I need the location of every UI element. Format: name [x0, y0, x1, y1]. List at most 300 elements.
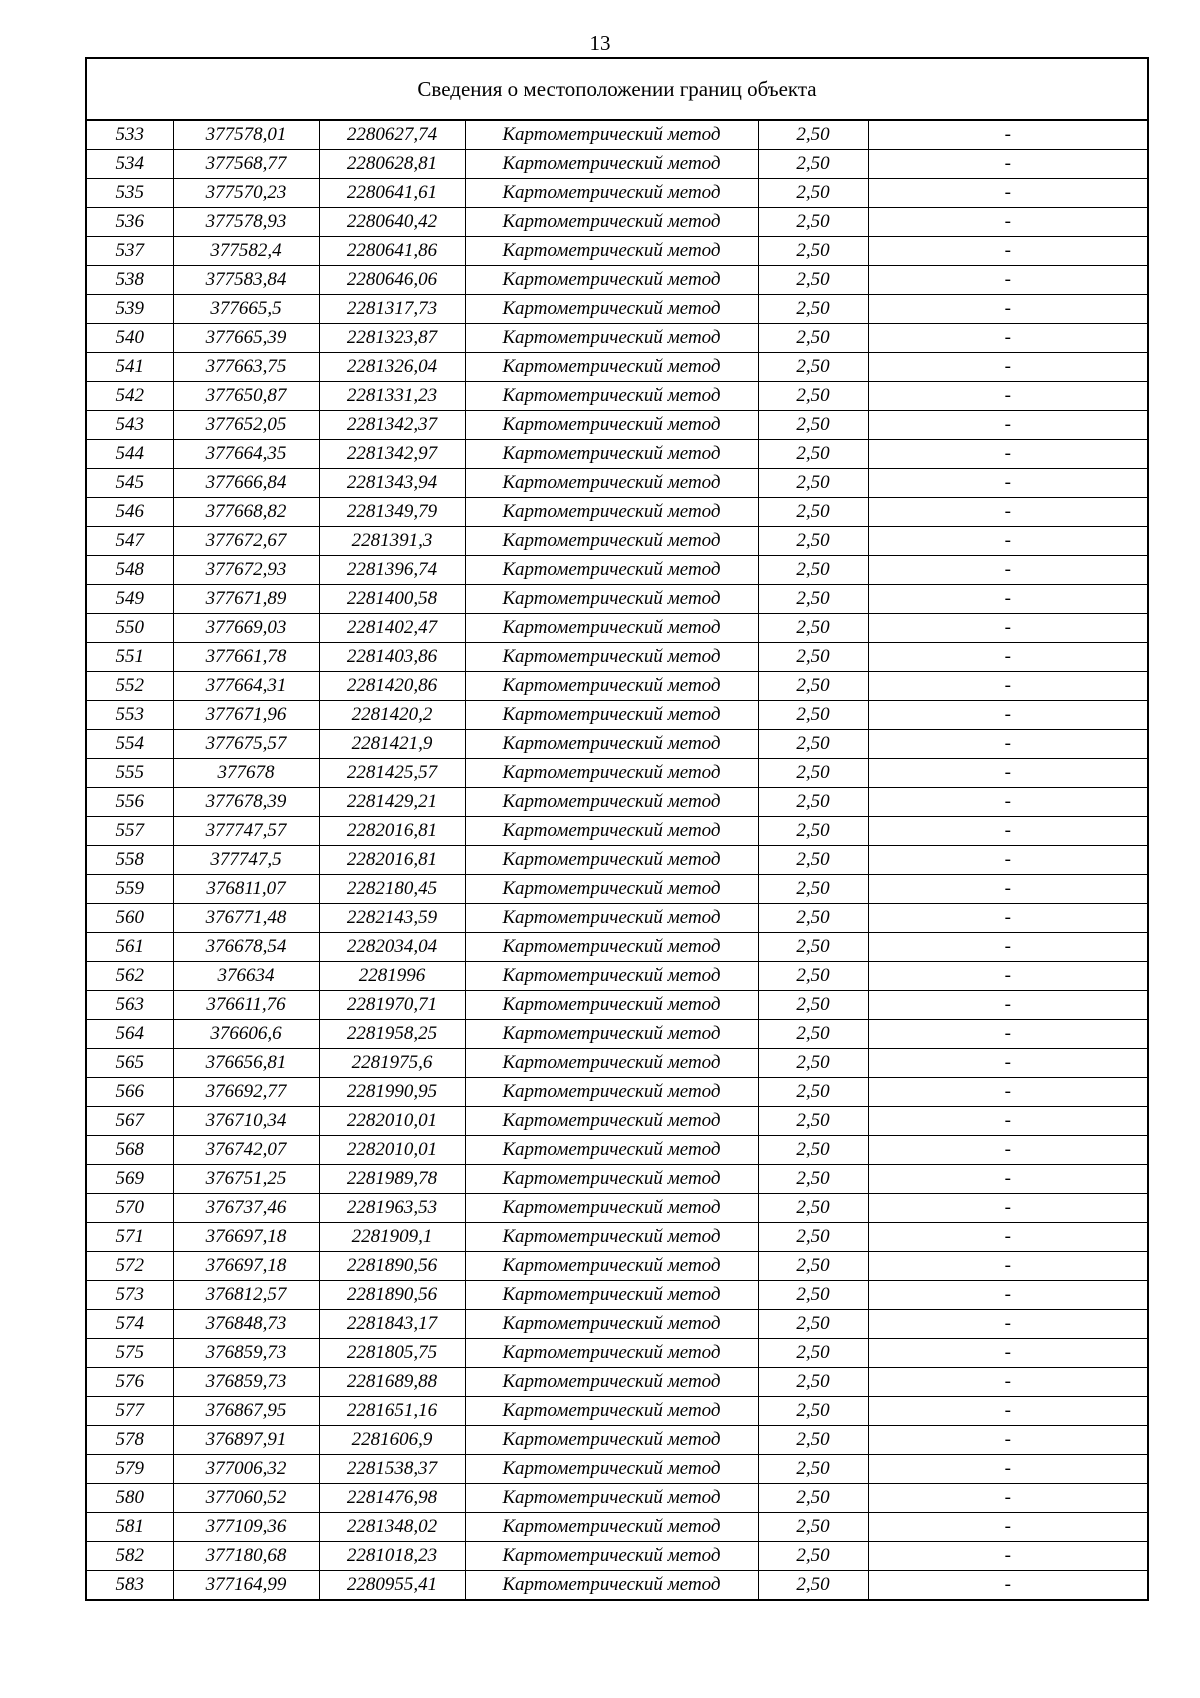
- cell-method: Картометрический метод: [465, 150, 758, 179]
- cell-accuracy: 2,50: [758, 1368, 868, 1397]
- table-row: [86, 904, 1148, 933]
- cell-point-number: 542: [86, 382, 173, 411]
- cell-point-number: 543: [86, 411, 173, 440]
- cell-coordinate-x: 376751,25: [173, 1165, 319, 1194]
- table-row: [86, 730, 1148, 759]
- cell-coordinate-x: 377669,03: [173, 614, 319, 643]
- cell-method: Картометрический метод: [465, 1252, 758, 1281]
- table-row: [86, 759, 1148, 788]
- table-row: [86, 1078, 1148, 1107]
- cell-coordinate-y: 2281538,37: [319, 1455, 465, 1484]
- table-row: [86, 643, 1148, 672]
- cell-method: Картометрический метод: [465, 1165, 758, 1194]
- cell-coordinate-y: 2281843,17: [319, 1310, 465, 1339]
- cell-coordinate-y: 2280646,06: [319, 266, 465, 295]
- cell-method: Картометрический метод: [465, 1223, 758, 1252]
- cell-point-number: 575: [86, 1339, 173, 1368]
- cell-coordinate-y: 2281331,23: [319, 382, 465, 411]
- cell-coordinate-x: 376771,48: [173, 904, 319, 933]
- cell-accuracy: 2,50: [758, 527, 868, 556]
- cell-coordinate-y: 2281421,9: [319, 730, 465, 759]
- cell-coordinate-x: 377582,4: [173, 237, 319, 266]
- cell-coordinate-y: 2281326,04: [319, 353, 465, 382]
- cell-coordinate-x: 377661,78: [173, 643, 319, 672]
- cell-coordinate-y: 2281963,53: [319, 1194, 465, 1223]
- cell-accuracy: 2,50: [758, 730, 868, 759]
- table-body: [86, 120, 1148, 1600]
- cell-accuracy: 2,50: [758, 701, 868, 730]
- cell-note: -: [868, 498, 1148, 527]
- cell-note: -: [868, 1165, 1148, 1194]
- cell-method: Картометрический метод: [465, 1484, 758, 1513]
- cell-point-number: 556: [86, 788, 173, 817]
- cell-coordinate-x: 377668,82: [173, 498, 319, 527]
- cell-note: -: [868, 933, 1148, 962]
- cell-coordinate-y: 2281429,21: [319, 788, 465, 817]
- cell-note: -: [868, 1223, 1148, 1252]
- cell-coordinate-y: 2282016,81: [319, 846, 465, 875]
- cell-note: -: [868, 295, 1148, 324]
- cell-point-number: 553: [86, 701, 173, 730]
- cell-method: Картометрический метод: [465, 875, 758, 904]
- table-row: [86, 120, 1148, 150]
- table-row: [86, 962, 1148, 991]
- cell-method: Картометрический метод: [465, 933, 758, 962]
- table-row: [86, 1455, 1148, 1484]
- cell-point-number: 573: [86, 1281, 173, 1310]
- cell-note: -: [868, 1020, 1148, 1049]
- cell-coordinate-x: 377164,99: [173, 1571, 319, 1601]
- cell-coordinate-x: 376742,07: [173, 1136, 319, 1165]
- table-row: [86, 498, 1148, 527]
- cell-coordinate-y: 2280628,81: [319, 150, 465, 179]
- cell-method: Картометрический метод: [465, 962, 758, 991]
- cell-coordinate-x: 377663,75: [173, 353, 319, 382]
- cell-method: Картометрический метод: [465, 1426, 758, 1455]
- cell-coordinate-x: 376656,81: [173, 1049, 319, 1078]
- cell-accuracy: 2,50: [758, 904, 868, 933]
- table-row: [86, 817, 1148, 846]
- cell-accuracy: 2,50: [758, 1455, 868, 1484]
- cell-point-number: 557: [86, 817, 173, 846]
- cell-coordinate-y: 2281403,86: [319, 643, 465, 672]
- cell-point-number: 554: [86, 730, 173, 759]
- cell-coordinate-x: 376859,73: [173, 1339, 319, 1368]
- boundary-table-wrapper: [85, 57, 1147, 1601]
- cell-note: -: [868, 1513, 1148, 1542]
- cell-point-number: 578: [86, 1426, 173, 1455]
- cell-accuracy: 2,50: [758, 817, 868, 846]
- cell-coordinate-x: 376897,91: [173, 1426, 319, 1455]
- cell-coordinate-y: 2281425,57: [319, 759, 465, 788]
- table-caption: Сведения о местоположении границ объекта: [86, 58, 1148, 120]
- cell-coordinate-x: 376867,95: [173, 1397, 319, 1426]
- cell-accuracy: 2,50: [758, 875, 868, 904]
- cell-accuracy: 2,50: [758, 1571, 868, 1601]
- cell-point-number: 569: [86, 1165, 173, 1194]
- cell-note: -: [868, 817, 1148, 846]
- cell-coordinate-x: 376634: [173, 962, 319, 991]
- table-row: [86, 469, 1148, 498]
- table-row: [86, 1397, 1148, 1426]
- cell-note: -: [868, 962, 1148, 991]
- table-row: [86, 1223, 1148, 1252]
- cell-coordinate-x: 377652,05: [173, 411, 319, 440]
- table-row: [86, 1484, 1148, 1513]
- cell-note: -: [868, 1397, 1148, 1426]
- cell-coordinate-y: 2282010,01: [319, 1136, 465, 1165]
- cell-accuracy: 2,50: [758, 498, 868, 527]
- cell-method: Картометрический метод: [465, 759, 758, 788]
- cell-note: -: [868, 469, 1148, 498]
- table-row: [86, 1513, 1148, 1542]
- cell-point-number: 533: [86, 120, 173, 150]
- cell-accuracy: 2,50: [758, 846, 868, 875]
- cell-accuracy: 2,50: [758, 1310, 868, 1339]
- table-row: [86, 527, 1148, 556]
- cell-accuracy: 2,50: [758, 353, 868, 382]
- cell-accuracy: 2,50: [758, 1165, 868, 1194]
- cell-point-number: 583: [86, 1571, 173, 1601]
- cell-method: Картометрический метод: [465, 295, 758, 324]
- cell-coordinate-y: 2280640,42: [319, 208, 465, 237]
- cell-method: Картометрический метод: [465, 1339, 758, 1368]
- cell-note: -: [868, 150, 1148, 179]
- cell-coordinate-y: 2281402,47: [319, 614, 465, 643]
- cell-point-number: 567: [86, 1107, 173, 1136]
- cell-note: -: [868, 1194, 1148, 1223]
- cell-note: -: [868, 1339, 1148, 1368]
- cell-method: Картометрический метод: [465, 1078, 758, 1107]
- cell-point-number: 571: [86, 1223, 173, 1252]
- table-row: [86, 846, 1148, 875]
- cell-method: Картометрический метод: [465, 1194, 758, 1223]
- cell-method: Картометрический метод: [465, 672, 758, 701]
- cell-method: Картометрический метод: [465, 353, 758, 382]
- cell-accuracy: 2,50: [758, 469, 868, 498]
- cell-coordinate-y: 2281970,71: [319, 991, 465, 1020]
- cell-note: -: [868, 266, 1148, 295]
- table-row: [86, 440, 1148, 469]
- cell-accuracy: 2,50: [758, 1252, 868, 1281]
- cell-point-number: 581: [86, 1513, 173, 1542]
- cell-method: Картометрический метод: [465, 643, 758, 672]
- cell-note: -: [868, 527, 1148, 556]
- cell-method: Картометрический метод: [465, 266, 758, 295]
- table-row: [86, 179, 1148, 208]
- table-row: [86, 353, 1148, 382]
- cell-coordinate-y: 2282016,81: [319, 817, 465, 846]
- cell-coordinate-y: 2281348,02: [319, 1513, 465, 1542]
- cell-point-number: 580: [86, 1484, 173, 1513]
- cell-coordinate-x: 376859,73: [173, 1368, 319, 1397]
- cell-coordinate-x: 376737,46: [173, 1194, 319, 1223]
- cell-coordinate-y: 2281342,97: [319, 440, 465, 469]
- cell-method: Картометрический метод: [465, 817, 758, 846]
- cell-coordinate-x: 377671,96: [173, 701, 319, 730]
- cell-accuracy: 2,50: [758, 672, 868, 701]
- cell-coordinate-y: 2281990,95: [319, 1078, 465, 1107]
- table-row: [86, 411, 1148, 440]
- cell-accuracy: 2,50: [758, 1339, 868, 1368]
- cell-coordinate-x: 377675,57: [173, 730, 319, 759]
- cell-note: -: [868, 991, 1148, 1020]
- cell-note: -: [868, 904, 1148, 933]
- cell-coordinate-x: 376812,57: [173, 1281, 319, 1310]
- cell-note: -: [868, 237, 1148, 266]
- cell-point-number: 538: [86, 266, 173, 295]
- cell-coordinate-y: 2281349,79: [319, 498, 465, 527]
- table-row: [86, 701, 1148, 730]
- cell-coordinate-y: 2281606,9: [319, 1426, 465, 1455]
- cell-coordinate-y: 2281342,37: [319, 411, 465, 440]
- cell-coordinate-x: 377109,36: [173, 1513, 319, 1542]
- table-row: [86, 933, 1148, 962]
- cell-accuracy: 2,50: [758, 1426, 868, 1455]
- cell-coordinate-x: 376606,6: [173, 1020, 319, 1049]
- cell-note: -: [868, 1455, 1148, 1484]
- cell-accuracy: 2,50: [758, 1223, 868, 1252]
- cell-point-number: 568: [86, 1136, 173, 1165]
- cell-note: -: [868, 353, 1148, 382]
- cell-note: -: [868, 1368, 1148, 1397]
- cell-coordinate-y: 2281317,73: [319, 295, 465, 324]
- cell-coordinate-y: 2280641,61: [319, 179, 465, 208]
- cell-coordinate-x: 376697,18: [173, 1252, 319, 1281]
- table-row: [86, 237, 1148, 266]
- cell-coordinate-x: 377180,68: [173, 1542, 319, 1571]
- cell-method: Картометрический метод: [465, 527, 758, 556]
- cell-accuracy: 2,50: [758, 208, 868, 237]
- cell-accuracy: 2,50: [758, 382, 868, 411]
- cell-coordinate-x: 376611,76: [173, 991, 319, 1020]
- cell-coordinate-x: 377747,57: [173, 817, 319, 846]
- cell-point-number: 564: [86, 1020, 173, 1049]
- cell-coordinate-x: 377583,84: [173, 266, 319, 295]
- cell-method: Картометрический метод: [465, 904, 758, 933]
- cell-method: Картометрический метод: [465, 1020, 758, 1049]
- cell-accuracy: 2,50: [758, 1194, 868, 1223]
- cell-coordinate-y: 2281420,2: [319, 701, 465, 730]
- table-row: [86, 1368, 1148, 1397]
- cell-accuracy: 2,50: [758, 643, 868, 672]
- cell-note: -: [868, 614, 1148, 643]
- cell-note: -: [868, 875, 1148, 904]
- cell-point-number: 566: [86, 1078, 173, 1107]
- cell-note: -: [868, 1426, 1148, 1455]
- cell-point-number: 558: [86, 846, 173, 875]
- cell-coordinate-x: 376697,18: [173, 1223, 319, 1252]
- cell-note: -: [868, 556, 1148, 585]
- cell-coordinate-y: 2282010,01: [319, 1107, 465, 1136]
- cell-note: -: [868, 788, 1148, 817]
- cell-point-number: 561: [86, 933, 173, 962]
- cell-method: Картометрический метод: [465, 237, 758, 266]
- cell-method: Картометрический метод: [465, 1542, 758, 1571]
- table-row: [86, 1165, 1148, 1194]
- cell-point-number: 579: [86, 1455, 173, 1484]
- cell-accuracy: 2,50: [758, 440, 868, 469]
- cell-point-number: 548: [86, 556, 173, 585]
- cell-accuracy: 2,50: [758, 1281, 868, 1310]
- cell-coordinate-x: 376692,77: [173, 1078, 319, 1107]
- cell-note: -: [868, 1078, 1148, 1107]
- cell-coordinate-x: 377578,01: [173, 120, 319, 150]
- cell-accuracy: 2,50: [758, 556, 868, 585]
- cell-method: Картометрический метод: [465, 324, 758, 353]
- cell-accuracy: 2,50: [758, 759, 868, 788]
- cell-coordinate-x: 376811,07: [173, 875, 319, 904]
- table-row: [86, 1339, 1148, 1368]
- cell-method: Картометрический метод: [465, 1571, 758, 1601]
- cell-accuracy: 2,50: [758, 962, 868, 991]
- cell-method: Картометрический метод: [465, 1455, 758, 1484]
- cell-point-number: 540: [86, 324, 173, 353]
- cell-method: Картометрический метод: [465, 1397, 758, 1426]
- cell-coordinate-y: 2282143,59: [319, 904, 465, 933]
- page-number: 13: [589, 31, 611, 55]
- cell-coordinate-x: 377678,39: [173, 788, 319, 817]
- cell-note: -: [868, 730, 1148, 759]
- cell-note: -: [868, 324, 1148, 353]
- cell-coordinate-y: 2281996: [319, 962, 465, 991]
- cell-coordinate-y: 2281805,75: [319, 1339, 465, 1368]
- cell-method: Картометрический метод: [465, 846, 758, 875]
- table-row: [86, 875, 1148, 904]
- cell-coordinate-y: 2281476,98: [319, 1484, 465, 1513]
- cell-point-number: 547: [86, 527, 173, 556]
- cell-method: Картометрический метод: [465, 179, 758, 208]
- table-row: [86, 1194, 1148, 1223]
- cell-coordinate-y: 2282034,04: [319, 933, 465, 962]
- cell-method: Картометрический метод: [465, 1281, 758, 1310]
- table-row: [86, 1542, 1148, 1571]
- cell-accuracy: 2,50: [758, 1513, 868, 1542]
- cell-point-number: 545: [86, 469, 173, 498]
- cell-coordinate-x: 377568,77: [173, 150, 319, 179]
- cell-note: -: [868, 1484, 1148, 1513]
- cell-note: -: [868, 440, 1148, 469]
- cell-note: -: [868, 1136, 1148, 1165]
- cell-coordinate-y: 2280641,86: [319, 237, 465, 266]
- table-row: [86, 1426, 1148, 1455]
- cell-point-number: 576: [86, 1368, 173, 1397]
- cell-method: Картометрический метод: [465, 469, 758, 498]
- cell-coordinate-y: 2281909,1: [319, 1223, 465, 1252]
- cell-note: -: [868, 179, 1148, 208]
- cell-note: -: [868, 1049, 1148, 1078]
- table-row: [86, 1252, 1148, 1281]
- table-row: [86, 295, 1148, 324]
- cell-point-number: 550: [86, 614, 173, 643]
- cell-method: Картометрический метод: [465, 208, 758, 237]
- cell-coordinate-y: 2281323,87: [319, 324, 465, 353]
- cell-coordinate-y: 2281420,86: [319, 672, 465, 701]
- cell-note: -: [868, 1281, 1148, 1310]
- cell-method: Картометрический метод: [465, 730, 758, 759]
- table-row: [86, 556, 1148, 585]
- cell-method: Картометрический метод: [465, 498, 758, 527]
- cell-point-number: 560: [86, 904, 173, 933]
- cell-method: Картометрический метод: [465, 120, 758, 150]
- cell-coordinate-x: 377650,87: [173, 382, 319, 411]
- cell-point-number: 563: [86, 991, 173, 1020]
- table-row: [86, 1049, 1148, 1078]
- cell-coordinate-x: 376678,54: [173, 933, 319, 962]
- cell-point-number: 537: [86, 237, 173, 266]
- cell-coordinate-x: 377060,52: [173, 1484, 319, 1513]
- cell-accuracy: 2,50: [758, 266, 868, 295]
- cell-coordinate-y: 2281651,16: [319, 1397, 465, 1426]
- table-row: [86, 672, 1148, 701]
- cell-method: Картометрический метод: [465, 440, 758, 469]
- table-row: [86, 614, 1148, 643]
- cell-note: -: [868, 643, 1148, 672]
- cell-point-number: 539: [86, 295, 173, 324]
- cell-accuracy: 2,50: [758, 991, 868, 1020]
- cell-accuracy: 2,50: [758, 1397, 868, 1426]
- cell-method: Картометрический метод: [465, 1136, 758, 1165]
- cell-point-number: 534: [86, 150, 173, 179]
- cell-coordinate-x: 377747,5: [173, 846, 319, 875]
- cell-accuracy: 2,50: [758, 1078, 868, 1107]
- cell-point-number: 535: [86, 179, 173, 208]
- cell-method: Картометрический метод: [465, 991, 758, 1020]
- cell-note: -: [868, 759, 1148, 788]
- table-row: [86, 1107, 1148, 1136]
- cell-note: -: [868, 846, 1148, 875]
- cell-coordinate-y: 2280627,74: [319, 120, 465, 150]
- cell-accuracy: 2,50: [758, 614, 868, 643]
- cell-coordinate-y: 2281890,56: [319, 1252, 465, 1281]
- cell-coordinate-x: 377665,5: [173, 295, 319, 324]
- cell-accuracy: 2,50: [758, 1020, 868, 1049]
- table-row: [86, 150, 1148, 179]
- table-row: [86, 208, 1148, 237]
- cell-note: -: [868, 672, 1148, 701]
- cell-method: Картометрический метод: [465, 701, 758, 730]
- cell-coordinate-y: 2281689,88: [319, 1368, 465, 1397]
- cell-coordinate-x: 377672,93: [173, 556, 319, 585]
- table-caption-row: [86, 58, 1148, 120]
- cell-accuracy: 2,50: [758, 237, 868, 266]
- cell-point-number: 555: [86, 759, 173, 788]
- cell-coordinate-y: 2282180,45: [319, 875, 465, 904]
- cell-coordinate-y: 2281400,58: [319, 585, 465, 614]
- cell-point-number: 570: [86, 1194, 173, 1223]
- cell-accuracy: 2,50: [758, 1107, 868, 1136]
- cell-method: Картометрический метод: [465, 1310, 758, 1339]
- cell-point-number: 572: [86, 1252, 173, 1281]
- table-row: [86, 991, 1148, 1020]
- cell-accuracy: 2,50: [758, 1542, 868, 1571]
- cell-accuracy: 2,50: [758, 1049, 868, 1078]
- cell-accuracy: 2,50: [758, 933, 868, 962]
- cell-coordinate-y: 2281975,6: [319, 1049, 465, 1078]
- cell-coordinate-x: 377570,23: [173, 179, 319, 208]
- cell-method: Картометрический метод: [465, 585, 758, 614]
- cell-method: Картометрический метод: [465, 788, 758, 817]
- table-row: [86, 788, 1148, 817]
- cell-method: Картометрический метод: [465, 382, 758, 411]
- cell-accuracy: 2,50: [758, 150, 868, 179]
- cell-method: Картометрический метод: [465, 1107, 758, 1136]
- cell-coordinate-x: 377006,32: [173, 1455, 319, 1484]
- cell-coordinate-x: 377664,35: [173, 440, 319, 469]
- cell-method: Картометрический метод: [465, 1049, 758, 1078]
- cell-coordinate-y: 2281958,25: [319, 1020, 465, 1049]
- cell-point-number: 559: [86, 875, 173, 904]
